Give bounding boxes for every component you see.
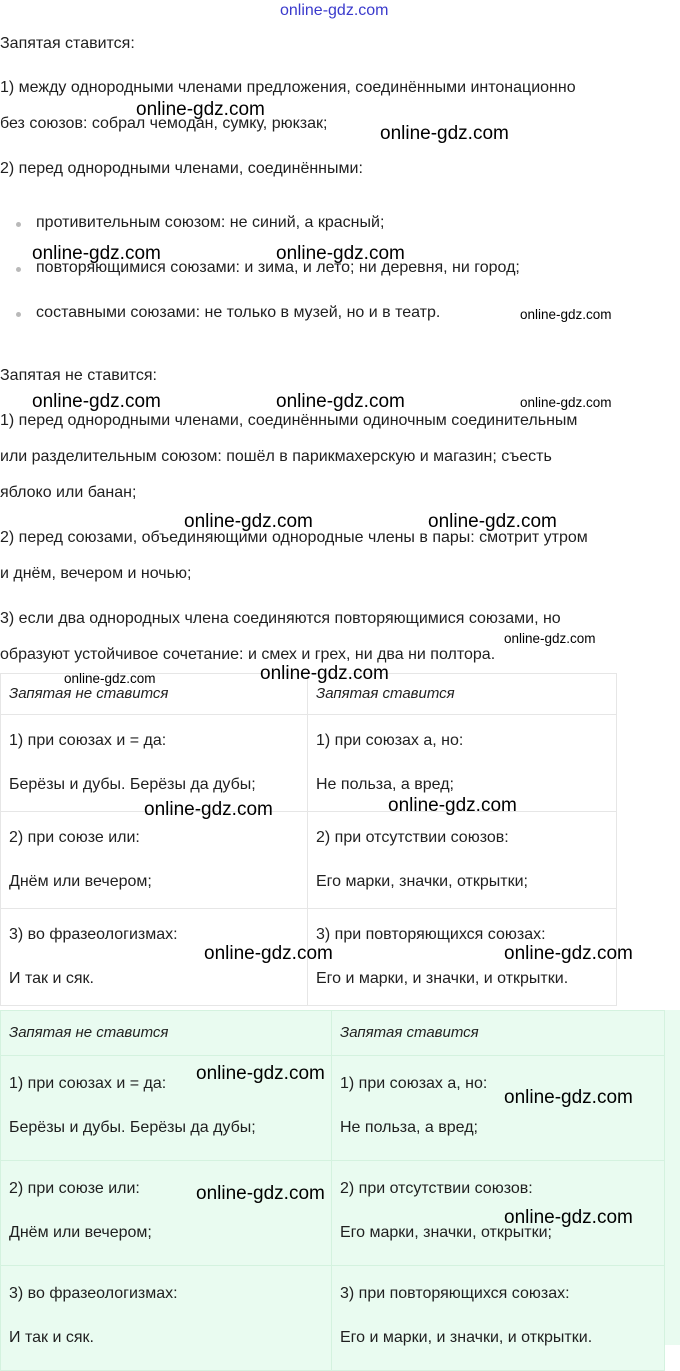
watermark: online-gdz.com xyxy=(504,943,633,964)
cell-example: Его марки, значки, открытки; xyxy=(340,1224,552,1241)
watermark: online-gdz.com xyxy=(136,99,265,120)
comparison-table-highlighted xyxy=(0,1010,665,1371)
watermark: online-gdz.com xyxy=(276,391,405,412)
section2-rule3-line1: 3) если два однородных члена соединяются повторяющимися союзами, но xyxy=(0,610,561,627)
table-row xyxy=(1,715,617,812)
table-cell xyxy=(1,812,308,909)
section2-rule1-line3: яблоко или банан; xyxy=(0,484,137,501)
section2-rule2-line2: и днём, вечером и ночью; xyxy=(0,565,192,582)
section1-rule1-line2: без союзов: собрал чемодан, сумку, рюкзак; xyxy=(0,115,328,132)
watermark: online-gdz.com xyxy=(504,631,596,646)
watermark: online-gdz.com xyxy=(32,391,161,412)
watermark: online-gdz.com xyxy=(276,243,405,264)
section2-rule3-line2: образуют устойчивое сочетание: и смех и грех, ни два ни полтора. xyxy=(0,646,496,663)
table-row xyxy=(1,1266,665,1371)
cell-label: 2) при отсутствии союзов: xyxy=(316,829,509,846)
cell-label: 2) при союзе или: xyxy=(9,829,140,846)
table-cell xyxy=(308,812,617,909)
watermark: online-gdz.com xyxy=(380,123,509,144)
header-watermark[interactable]: online-gdz.com xyxy=(280,2,389,19)
table-cell xyxy=(1,715,308,812)
cell-example: И так и сяк. xyxy=(9,970,94,987)
cell-example: Берёзы и дубы. Берёзы да дубы; xyxy=(9,776,256,793)
table-row xyxy=(1,812,617,909)
watermark: online-gdz.com xyxy=(32,243,161,264)
cell-example: Его и марки, и значки, и открытки. xyxy=(340,1329,593,1346)
table-header-comma: Запятая ставится xyxy=(308,674,617,715)
watermark: online-gdz.com xyxy=(64,671,156,686)
section1-bullet-3: составными союзами: не только в музей, но и в театр. xyxy=(0,303,440,323)
watermark: online-gdz.com xyxy=(520,307,612,322)
cell-example: Его марки, значки, открытки; xyxy=(316,873,528,890)
section2-rule1-line1: 1) перед однородными членами, соединёнными одиночным соединительным xyxy=(0,412,578,429)
table-header-no-comma: Запятая не ставится xyxy=(1,674,308,715)
section1-rule1-line1: 1) между однородными членами предложения, соединёнными интонационно xyxy=(0,79,576,96)
section1-title: Запятая ставится: xyxy=(0,35,135,52)
watermark: online-gdz.com xyxy=(260,663,389,684)
watermark: online-gdz.com xyxy=(520,395,612,410)
cell-example: Не польза, а вред; xyxy=(340,1119,478,1136)
cell-label: 1) при союзах а, но: xyxy=(340,1075,488,1092)
cell-label: 3) при повторяющихся союзах: xyxy=(340,1285,570,1302)
watermark: online-gdz.com xyxy=(504,1087,633,1108)
cell-example: И так и сяк. xyxy=(9,1329,94,1346)
watermark: online-gdz.com xyxy=(504,1207,633,1228)
table-cell xyxy=(332,1266,665,1371)
cell-example: Его и марки, и значки, и открытки. xyxy=(316,970,569,987)
table-header-no-comma: Запятая не ставится xyxy=(1,1011,332,1056)
cell-label: 1) при союзах а, но: xyxy=(316,732,464,749)
cell-label: 3) во фразеологизмах: xyxy=(9,1285,178,1302)
table-cell xyxy=(1,1161,332,1266)
cell-example: Днём или вечером; xyxy=(9,873,152,890)
table-header-row xyxy=(1,1011,665,1056)
section2-title: Запятая не ставится: xyxy=(0,367,157,384)
cell-example: Берёзы и дубы. Берёзы да дубы; xyxy=(9,1119,256,1136)
section1-bullet-1: противительным союзом: не синий, а красный; xyxy=(0,213,384,233)
section2-rule2-line1: 2) перед союзами, объединяющими однородные члены в пары: смотрит утром xyxy=(0,529,588,546)
highlight-strip xyxy=(664,1010,680,1345)
cell-example: Не польза, а вред; xyxy=(316,776,454,793)
section1-bullet-2: повторяющимися союзами: и зима, и лето; ни деревня, ни город; xyxy=(0,258,520,278)
cell-example: Днём или вечером; xyxy=(9,1224,152,1241)
cell-label: 1) при союзах и = да: xyxy=(9,1075,167,1092)
table-cell xyxy=(1,1266,332,1371)
section1-rule2: 2) перед однородными членами, соединёнными: xyxy=(0,160,363,177)
watermark: online-gdz.com xyxy=(196,1063,325,1084)
table-header-comma: Запятая ставится xyxy=(332,1011,665,1056)
cell-label: 2) при союзе или: xyxy=(9,1180,140,1197)
watermark: online-gdz.com xyxy=(388,795,517,816)
watermark: online-gdz.com xyxy=(196,1183,325,1204)
cell-label: 3) во фразеологизмах: xyxy=(9,926,178,943)
section2-rule1-line2: или разделительным союзом: пошёл в парикмахерскую и магазин; съесть xyxy=(0,448,552,465)
cell-label: 1) при союзах и = да: xyxy=(9,732,167,749)
watermark: online-gdz.com xyxy=(428,511,557,532)
watermark: online-gdz.com xyxy=(184,511,313,532)
watermark: online-gdz.com xyxy=(204,943,333,964)
cell-label: 2) при отсутствии союзов: xyxy=(340,1180,533,1197)
cell-label: 3) при повторяющихся союзах: xyxy=(316,926,546,943)
watermark: online-gdz.com xyxy=(144,799,273,820)
